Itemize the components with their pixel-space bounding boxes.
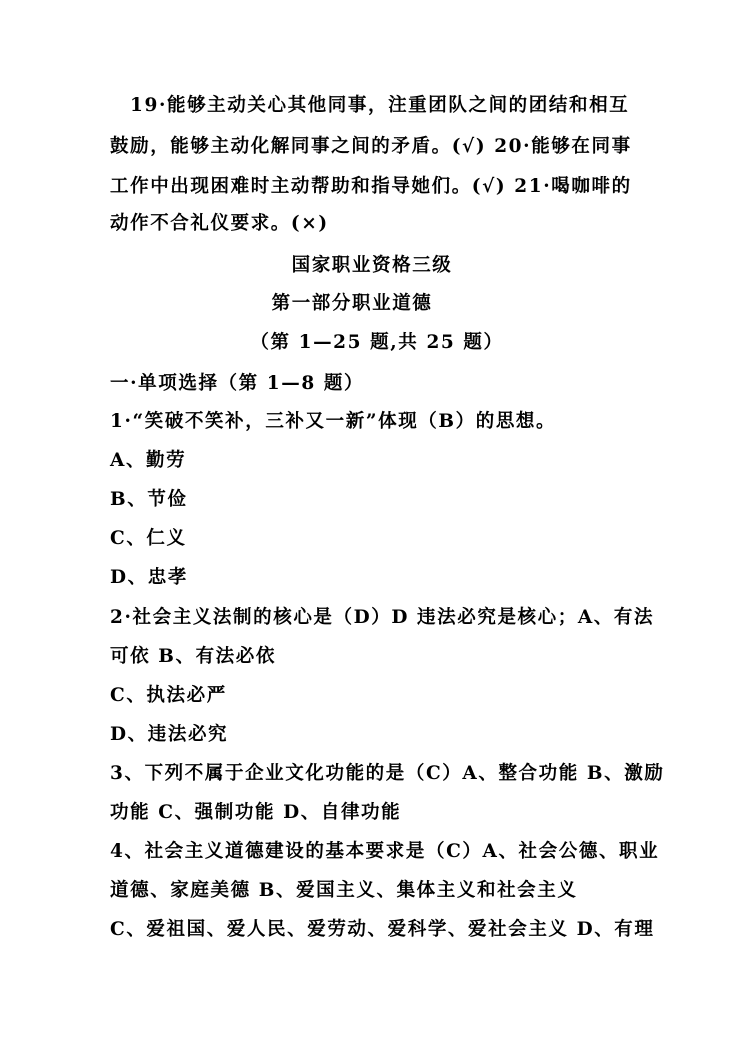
question-2-option-d: D、违法必究 <box>110 724 229 745</box>
option-c: C、仁义 <box>110 528 187 549</box>
question-1: 1·“笑破不笑补，三补又一新”体现（B）的思想。 <box>110 411 557 432</box>
question-3: 3、下列不属于企业文化功能的是（C）A、整合功能 B、激励 <box>110 763 665 784</box>
text-line-3: 工作中出现困难时主动帮助和指导她们。(√) 21·喝咖啡的 <box>110 176 632 197</box>
option-d: D、忠孝 <box>110 567 188 588</box>
section-heading: 一·单项选择（第 1—8 题） <box>110 373 365 394</box>
part-title: 第一部分职业道德 <box>271 293 433 314</box>
text-line-4: 动作不合礼仪要求。(×) <box>110 213 329 234</box>
option-a: A、勤劳 <box>110 450 187 471</box>
question-2-cont: 可依 B、有法必依 <box>110 646 276 667</box>
question-2: 2·社会主义法制的核心是（D）D 违法必究是核心；A、有法 <box>110 607 655 628</box>
question-range: （第 1—25 题,共 25 题） <box>250 332 504 353</box>
section-title: 国家职业资格三级 <box>291 255 453 276</box>
question-4-option-c: C、爱祖国、爱人民、爱劳动、爱科学、爱社会主义 D、有理 <box>110 919 655 940</box>
question-2-option-c: C、执法必严 <box>110 685 227 706</box>
option-b: B、节俭 <box>110 489 188 510</box>
question-4-cont: 道德、家庭美德 B、爱国主义、集体主义和社会主义 <box>110 880 578 901</box>
text-line-2: 鼓励，能够主动化解同事之间的矛盾。(√) 20·能够在同事 <box>110 136 632 157</box>
text-line-1: 19·能够主动关心其他同事，注重团队之间的团结和相互 <box>130 95 630 116</box>
question-4: 4、社会主义道德建设的基本要求是（C）A、社会公德、职业 <box>110 841 660 862</box>
question-3-cont: 功能 C、强制功能 D、自律功能 <box>110 802 402 823</box>
